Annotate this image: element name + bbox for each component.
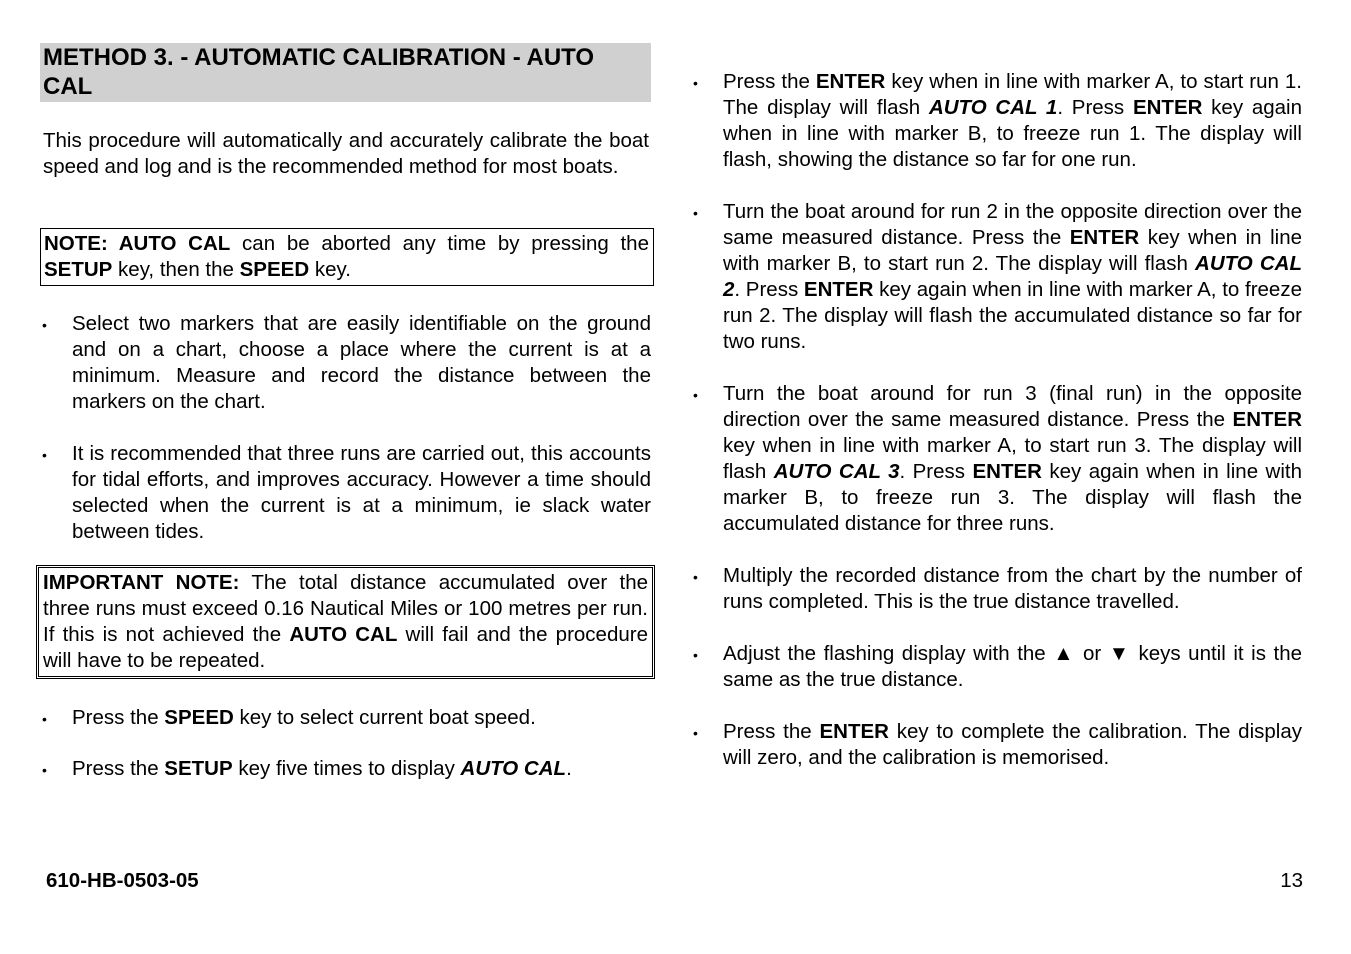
- left-bullet-list-1: [40, 311, 651, 545]
- note-key-setup: SETUP: [44, 258, 113, 281]
- key-name: ENTER: [819, 720, 889, 743]
- text: key when in line with marker A, to start run 3. The display will flash: [723, 434, 1302, 483]
- display-text: AUTO CAL: [460, 757, 567, 780]
- page-number: 13: [1280, 869, 1303, 892]
- list-item: • Multiply the recorded distance from the chart by the number of runs completed. This is the true distance travelled.: [691, 563, 1302, 615]
- right-bullet-list: [691, 69, 1302, 797]
- text: key to select current boat speed.: [233, 706, 536, 729]
- text: Press the: [72, 706, 165, 729]
- section-heading: [40, 43, 651, 102]
- text: . Press: [1057, 96, 1133, 119]
- text: . Press: [734, 278, 804, 301]
- note-text-3: key.: [309, 258, 351, 281]
- text: key when in line with marker A, to start run 1. The display will flash: [723, 70, 1303, 119]
- text: . Press: [899, 460, 973, 483]
- text: key five times to display: [232, 757, 461, 780]
- list-item: [691, 381, 1302, 537]
- list-item: [691, 69, 1302, 173]
- list-item: [691, 199, 1302, 355]
- heading-line-1: METHOD 3. - AUTOMATIC CALIBRATION - AUTO: [43, 44, 595, 71]
- document-code: 610-HB-0503-05: [46, 869, 199, 892]
- important-note-box: [36, 565, 655, 679]
- text: key when in line with marker B, to start run 2. The display will flash: [723, 226, 1302, 275]
- key-name: ENTER: [1069, 226, 1140, 249]
- important-text-1: The total distance accumulated over the three runs must exceed 0.16 Nautical Miles or 100 metres per run. If this is not achieved the: [43, 571, 648, 646]
- text: Press the: [723, 720, 820, 743]
- note-label: NOTE: AUTO CAL: [44, 232, 231, 255]
- list-item: [691, 719, 1302, 771]
- note-box: [40, 228, 654, 286]
- key-name: ENTER: [803, 278, 874, 301]
- display-text: AUTO CAL 3: [773, 460, 900, 483]
- text: .: [566, 757, 572, 780]
- key-name: ENTER: [1232, 408, 1302, 431]
- list-item: • Select two markers that are easily identifiable on the ground and on a chart, choose a place where the current is at a minimum. Measure and record the distance between the markers on the chart.: [40, 311, 651, 415]
- text: key again when in line with marker B, to freeze run 3. The display will flash the accumulated distance for three runs.: [723, 460, 1302, 535]
- key-name: SPEED: [164, 706, 234, 729]
- text: key again when in line with marker A, to freeze run 2. The display will flash the accumulated distance so far for two runs.: [723, 278, 1302, 353]
- key-name: ENTER: [972, 460, 1042, 483]
- key-name: ENTER: [815, 70, 886, 93]
- important-key: AUTO CAL: [289, 623, 398, 646]
- list-item: • Adjust the flashing display with the ▲ or ▼ keys until it is the same as the true distance.: [691, 641, 1302, 693]
- list-item: [40, 705, 651, 731]
- list-item: [40, 756, 651, 782]
- list-item: • It is recommended that three runs are carried out, this accounts for tidal efforts, and improves accuracy. However a time should selected when the current is at a minimum, ie slack water between tides.: [40, 441, 651, 545]
- text: key to complete the calibration. The display will zero, and the calibration is memorised.: [723, 720, 1302, 769]
- left-bullet-list-2: [40, 705, 651, 782]
- important-label: IMPORTANT NOTE:: [43, 571, 240, 594]
- important-text-2: will fail and the procedure will have to be repeated.: [43, 623, 648, 672]
- note-text-2: key, then the: [112, 258, 240, 281]
- display-text: AUTO CAL 1: [928, 96, 1058, 119]
- text: Turn the boat around for run 3 (final run) in the opposite direction over the same measured distance. Press the: [723, 382, 1302, 431]
- note-key-speed: SPEED: [239, 258, 310, 281]
- note-text-1: can be aborted any time by pressing the: [230, 232, 649, 255]
- text: key again when in line with marker B, to freeze run 1. The display will flash, showing the distance so far for one run.: [723, 96, 1302, 171]
- display-text: AUTO CAL 2: [723, 252, 1302, 301]
- key-name: ENTER: [1132, 96, 1203, 119]
- text: Turn the boat around for run 2 in the opposite direction over the same measured distance. Press the: [723, 200, 1302, 249]
- text: Press the: [723, 70, 816, 93]
- intro-paragraph: This procedure will automatically and accurately calibrate the boat speed and log and is the recommended method for most boats.: [43, 129, 649, 178]
- text: Press the: [72, 757, 165, 780]
- heading-line-2: CAL: [43, 73, 93, 100]
- key-name: SETUP: [164, 757, 233, 780]
